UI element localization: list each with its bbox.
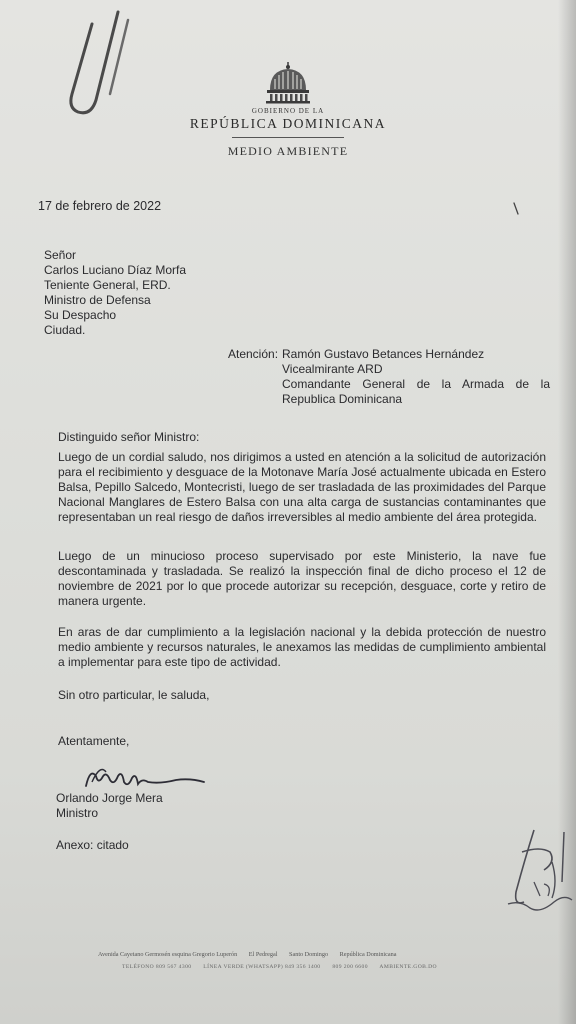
footer-item: Avenida Cayetano Germosén esquina Gregorio Luperón — [98, 951, 238, 958]
footer-item: LÍNEA VERDE (WHATSAPP) 849 356 1400 — [203, 964, 321, 970]
letterhead-gobierno: GOBIERNO DE LA — [251, 107, 325, 115]
footer-contact — [122, 964, 447, 970]
attention-label: Atención: — [228, 347, 279, 361]
valediction: Atentamente, — [58, 734, 130, 748]
letterhead-ministerio: MEDIO AMBIENTE — [227, 144, 349, 158]
body-paragraph-2: Luego de un minucioso proceso supervisado por este Ministerio, la nave fue descontaminada y trasladada. Se realizó la inspección final de dicho proceso el 12 de noviembre de 2021 por lo que procede autorizar su recepción, desguace, corte y retiro de manera urgente. — [58, 549, 546, 608]
footer-item: 809 200 6600 — [332, 964, 368, 970]
addressee-line: Carlos Luciano Díaz Morfa — [44, 263, 187, 277]
letterhead-republica: REPÚBLICA DOMINICANA — [189, 116, 387, 131]
handwritten-annotation — [494, 822, 576, 922]
footer-item: El Pedregal — [248, 951, 278, 958]
footer-item: República Dominicana — [339, 951, 397, 958]
addressee-line: Ministro de Defensa — [44, 293, 151, 307]
ink-mark — [512, 202, 520, 216]
attention-line: Comandante General de la Armada de la Republica Dominicana — [282, 377, 550, 406]
footer-item: Santo Domingo — [289, 951, 329, 958]
addressee-line: Teniente General, ERD. — [44, 278, 171, 292]
letterhead-divider — [232, 137, 344, 138]
government-seal-icon — [264, 60, 312, 104]
signatory-title: Ministro — [56, 806, 99, 820]
letter-date: 17 de febrero de 2022 — [38, 199, 162, 213]
footer-address — [98, 951, 406, 958]
footer-item: AMBIENTE.GOB.DO — [379, 964, 437, 970]
greeting: Distinguido señor Ministro: — [58, 430, 200, 444]
annex-note: Anexo: citado — [56, 838, 129, 852]
addressee-line: Su Despacho — [44, 308, 117, 322]
addressee-block — [44, 248, 186, 338]
signatory-name: Orlando Jorge Mera — [56, 791, 163, 805]
addressee-line: Ciudad. — [44, 323, 86, 337]
body-paragraph-3: En aras de dar cumplimiento a la legislación nacional y la debida protección de nuestro medio ambiente y recursos naturales, le anexamos las medidas de cumplimiento ambiental a implementar para este tipo de actividad. — [58, 625, 546, 669]
addressee-line: Señor — [44, 248, 77, 262]
attention-line: Ramón Gustavo Betances Hernández — [282, 347, 485, 361]
closing-line: Sin otro particular, le saluda, — [58, 688, 210, 702]
paper-clip-icon — [58, 8, 138, 118]
body-paragraph-1: Luego de un cordial saludo, nos dirigimos a usted en atención a la solicitud de autorización para el recibimiento y desguace de la Motonave María José actualmente ubicada en Estero Balsa, Pepillo Salcedo, Montecristi, luego de ser trasladada de las proximidades del Parque Nacional Manglares de Estero Balsa con una alta carga de sustancias contaminantes que representaban un real riesgo de daños irreversibles al medio ambiente del área protegida. — [58, 450, 546, 524]
attention-block — [282, 347, 550, 407]
footer-item: TELÉFONO 809 567 4300 — [122, 964, 192, 970]
attention-line: Vicealmirante ARD — [282, 362, 383, 376]
